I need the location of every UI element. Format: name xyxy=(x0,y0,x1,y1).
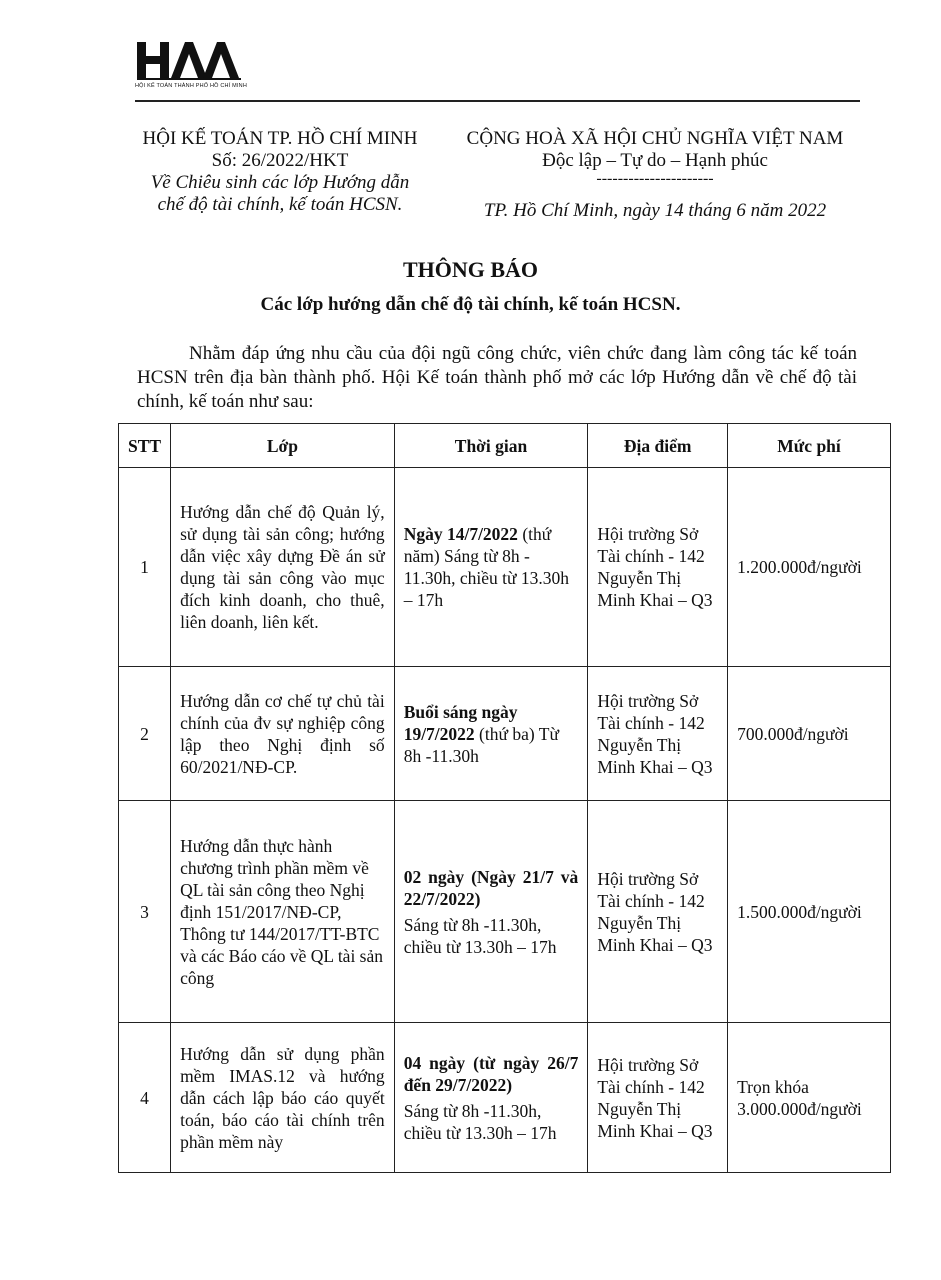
logo-tagline: HỘI KẾ TOÁN THÀNH PHỐ HỒ CHÍ MINH xyxy=(135,83,248,89)
document-title: THÔNG BÁO xyxy=(402,257,539,282)
row-class: Hướng dẫn cơ chế tự chủ tài chính của đv sự nghiệp công lập theo Nghị định số 60/2021/NĐ-CP. xyxy=(171,667,395,801)
fee-amount: 3.000.000đ/người xyxy=(737,1098,862,1119)
row-fee: 1.200.000đ/người xyxy=(728,468,891,667)
issuer-block xyxy=(125,128,435,216)
time-rest: (thứ năm) Sáng từ 8h - 11.30h, chiều từ 13.30h – 17h xyxy=(403,524,570,610)
time-rest: Sáng từ 8h -11.30h, chiều từ 13.30h – 17h xyxy=(403,914,557,957)
time-bold: 02 ngày (Ngày 21/7 và 22/7/2022) xyxy=(403,866,579,909)
table-row xyxy=(119,801,891,1023)
time-rest: Sáng từ 8h -11.30h, chiều từ 13.30h – 17h xyxy=(403,1100,557,1143)
header-location: Địa điểm xyxy=(588,424,728,468)
row-stt: 2 xyxy=(119,667,171,801)
document-subtitle: Các lớp hướng dẫn chế độ tài chính, kế toán HCSN. xyxy=(260,294,681,315)
row-time xyxy=(394,801,588,1023)
row-fee: 700.000đ/người xyxy=(728,667,891,801)
classes-table xyxy=(118,423,891,1173)
table-row xyxy=(119,468,891,667)
table-row xyxy=(119,667,891,801)
header-time: Thời gian xyxy=(394,424,588,468)
row-time xyxy=(394,468,588,667)
row-location: Hội trường Sở Tài chính - 142 Nguyễn Thị Minh Khai – Q3 xyxy=(588,667,728,801)
header-class: Lớp xyxy=(171,424,395,468)
national-header-block xyxy=(440,128,870,222)
row-class: Hướng dẫn thực hành chương trình phần mềm về QL tài sản công theo Nghị định 151/2017/NĐ-CP, Thông tư 144/2017/TT-BTC và các Báo cáo về QL tài sản công xyxy=(171,801,395,1023)
header-rule xyxy=(135,100,860,102)
row-location: Hội trường Sở Tài chính - 142 Nguyễn Thị Minh Khai – Q3 xyxy=(588,468,728,667)
time-bold: Buổi sáng ngày 19/7/2022 xyxy=(403,701,518,744)
table-row xyxy=(119,1023,891,1173)
country-name: CỘNG HOÀ XÃ HỘI CHỦ NGHĨA VIỆT NAM xyxy=(466,128,844,149)
row-location: Hội trường Sở Tài chính - 142 Nguyễn Thị Minh Khai – Q3 xyxy=(588,801,728,1023)
document-date: TP. Hồ Chí Minh, ngày 14 tháng 6 năm 2022 xyxy=(483,200,827,221)
row-class: Hướng dẫn sử dụng phần mềm IMAS.12 và hướng dẫn cách lập báo cáo quyết toán, báo cáo tài chính trên phần mềm này xyxy=(171,1023,395,1173)
fee-label: Trọn khóa xyxy=(737,1076,809,1097)
intro-text: Nhằm đáp ứng nhu cầu của đội ngũ công chức, viên chức đang làm công tác kế toán HCSN trên địa bàn thành phố. Hội Kế toán thành phố mở các lớp Hướng dẫn về chế độ tài chính, kế toán như sau: xyxy=(137,343,857,412)
row-class: Hướng dẫn chế độ Quản lý, sử dụng tài sản công; hướng dẫn việc xây dựng Đề án sử dụng tài sản công vào mục đích kinh doanh, cho thuê, liên doanh, liên kết. xyxy=(171,468,395,667)
row-time xyxy=(394,1023,588,1173)
time-rest: (thứ ba) Từ 8h -11.30h xyxy=(403,723,559,766)
time-bold: 04 ngày (từ ngày 26/7 đến 29/7/2022) xyxy=(403,1052,579,1095)
national-motto: Độc lập – Tự do – Hạnh phúc xyxy=(542,150,768,171)
table-header-row xyxy=(119,424,891,468)
time-bold: Ngày 14/7/2022 xyxy=(403,524,518,544)
row-stt: 4 xyxy=(119,1023,171,1173)
row-stt: 1 xyxy=(119,468,171,667)
row-time xyxy=(394,667,588,801)
row-location: Hội trường Sở Tài chính - 142 Nguyễn Thị Minh Khai – Q3 xyxy=(588,1023,728,1173)
intro-paragraph xyxy=(137,342,857,414)
row-fee xyxy=(728,1023,891,1173)
issuer-org: HỘI KẾ TOÁN TP. HỒ CHÍ MINH xyxy=(142,128,418,149)
header-fee: Mức phí xyxy=(728,424,891,468)
subject-line-2: chế độ tài chính, kế toán HCSN. xyxy=(157,194,403,215)
header-stt: STT xyxy=(119,424,171,468)
document-number: Số: 26/2022/HKT xyxy=(211,150,349,171)
row-stt: 3 xyxy=(119,801,171,1023)
motto-separator: ---------------------- xyxy=(596,170,714,187)
row-fee: 1.500.000đ/người xyxy=(728,801,891,1023)
subject-line-1: Về Chiêu sinh các lớp Hướng dẫn xyxy=(150,172,410,193)
